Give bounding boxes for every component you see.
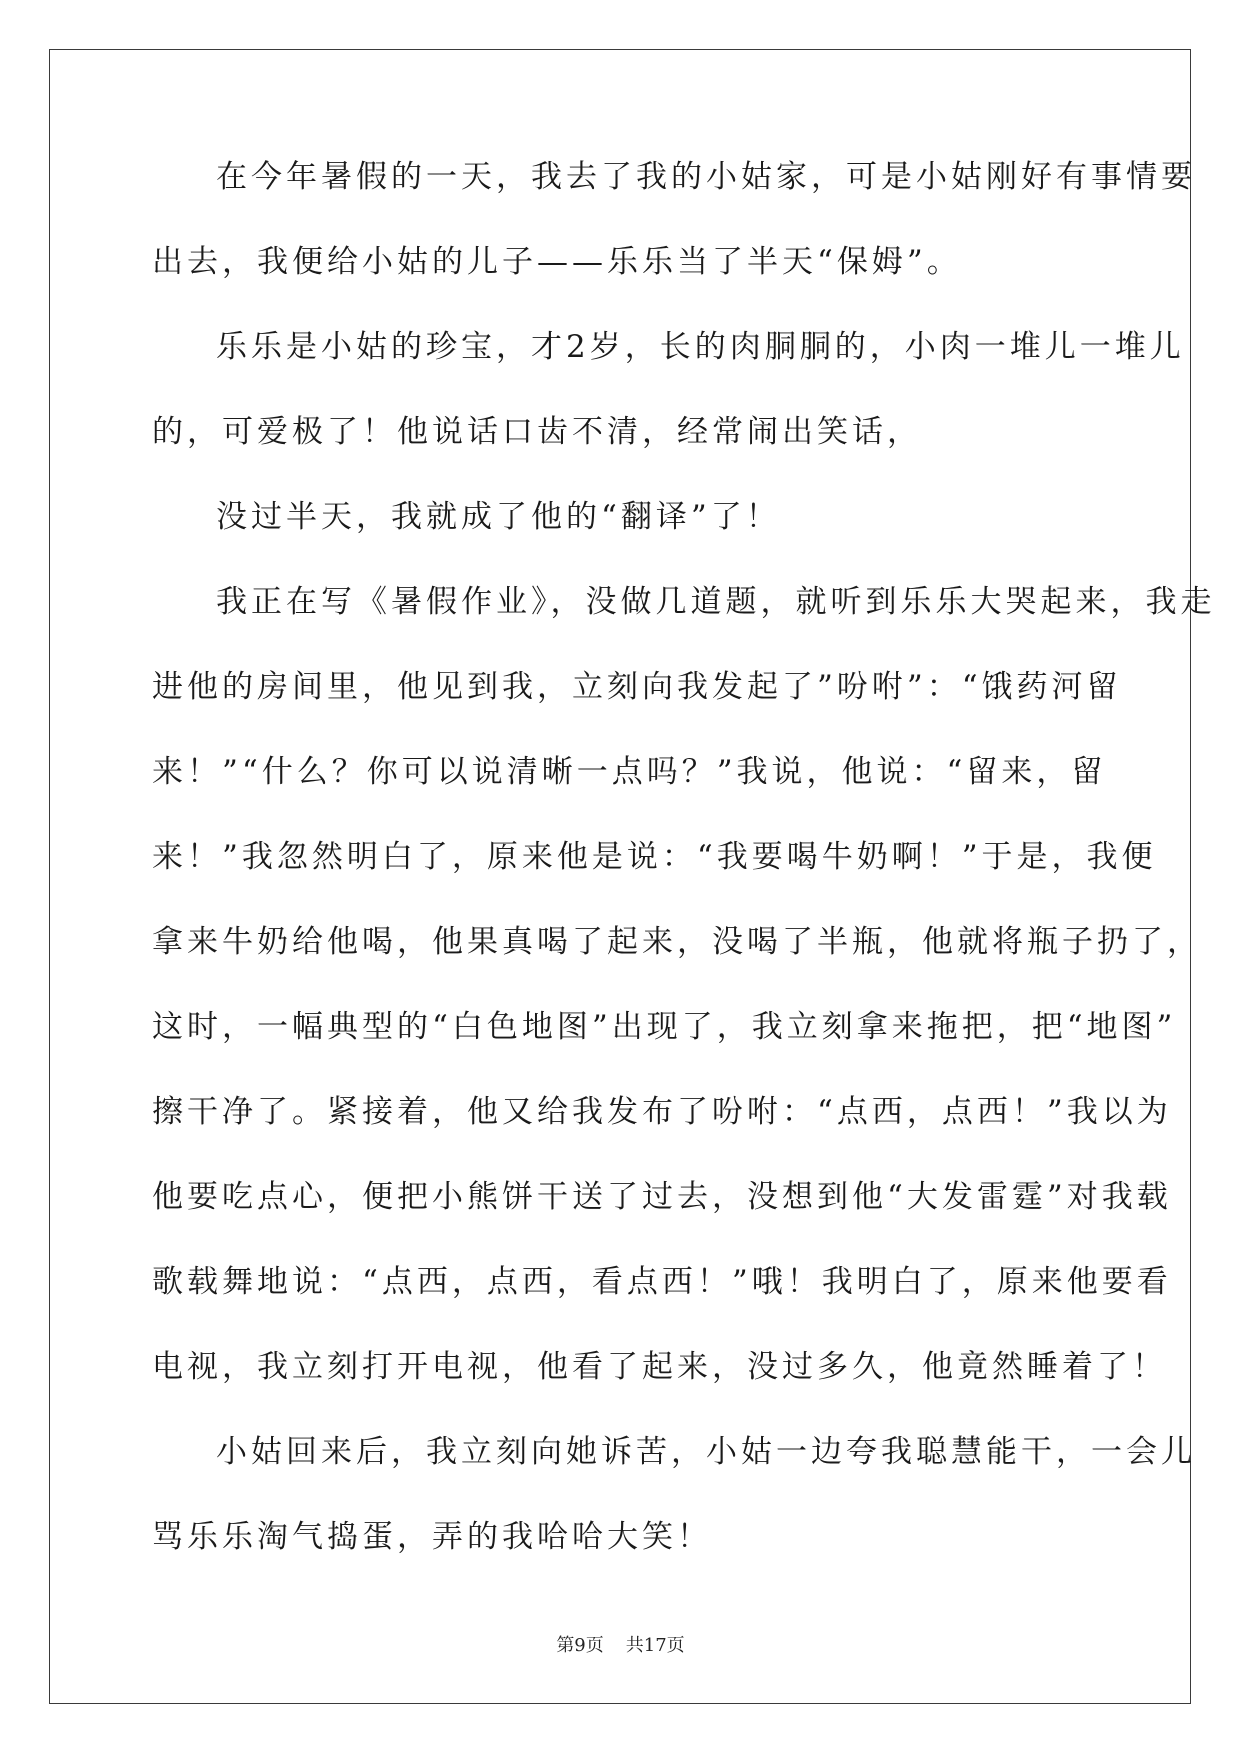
text-line: 歌载舞地说：“点西，点西，看点西！”哦！我明白了，原来他要看 bbox=[152, 1264, 1172, 1300]
text-line: 来！”我忽然明白了，原来他是说：“我要喝牛奶啊！”于是，我便 bbox=[152, 839, 1157, 875]
document-body bbox=[152, 159, 1216, 1605]
text-line: 擦干净了。紧接着，他又给我发布了吩咐：“点西，点西！”我以为 bbox=[152, 1094, 1172, 1130]
text-line: 在今年暑假的一天，我去了我的小姑家，可是小姑刚好有事情要 bbox=[216, 159, 1196, 195]
text-line: 出去，我便给小姑的儿子——乐乐当了半天“保姆”。 bbox=[152, 244, 962, 280]
text-line: 骂乐乐淘气捣蛋，弄的我哈哈大笑！ bbox=[152, 1519, 712, 1555]
text-line: 这时，一幅典型的“白色地图”出现了，我立刻拿来拖把，把“地图” bbox=[152, 1009, 1177, 1045]
page-number-total: 共17页 bbox=[625, 1635, 685, 1656]
page-footer bbox=[0, 1631, 1241, 1657]
text-line: 来！”“什么？你可以说清晰一点吗？”我说，他说：“留来，留 bbox=[152, 754, 1107, 790]
text-line: 的，可爱极了！他说话口齿不清，经常闹出笑话， bbox=[152, 414, 922, 450]
text-line: 拿来牛奶给他喝，他果真喝了起来，没喝了半瓶，他就将瓶子扔了， bbox=[152, 924, 1202, 960]
text-line: 小姑回来后，我立刻向她诉苦，小姑一边夸我聪慧能干，一会儿 bbox=[216, 1434, 1196, 1470]
text-line: 我正在写《暑假作业》，没做几道题，就听到乐乐大哭起来，我走 bbox=[216, 584, 1216, 620]
page-number-current: 第9页 bbox=[556, 1635, 604, 1656]
text-line: 电视，我立刻打开电视，他看了起来，没过多久，他竟然睡着了！ bbox=[152, 1349, 1167, 1385]
text-line: 他要吃点心，便把小熊饼干送了过去，没想到他“大发雷霆”对我载 bbox=[152, 1179, 1172, 1215]
text-line: 乐乐是小姑的珍宝，才2岁，长的肉胴胴的，小肉一堆儿一堆儿 bbox=[216, 329, 1185, 365]
text-line: 没过半天，我就成了他的“翻译”了！ bbox=[216, 499, 781, 535]
text-line: 进他的房间里，他见到我，立刻向我发起了”吩咐”：“饿药河留 bbox=[152, 669, 1122, 705]
